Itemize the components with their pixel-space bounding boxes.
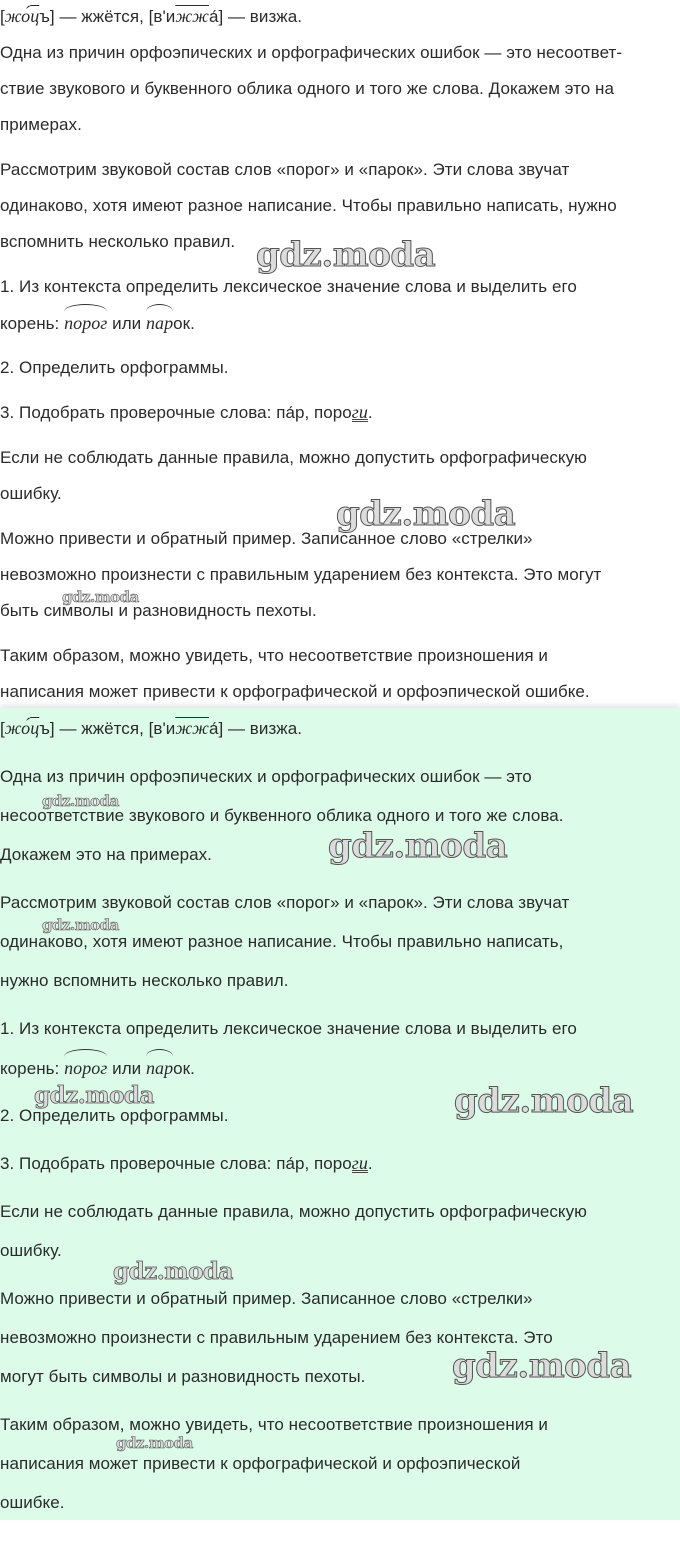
paragraph-line: быть символы и разновидность пехоты. (0, 601, 317, 620)
spelling-mark: ги (351, 402, 368, 422)
watermark: gdz.moda (42, 792, 119, 810)
root-mark: пар (145, 313, 174, 333)
root-mark: порог (64, 313, 108, 333)
paragraph-line: Одна из причин орфоэпических и орфографических ошибок — это несоответ- (0, 43, 623, 62)
paragraph-line: ствие звукового и буквенного облика одного и того же слова. Докажем это на (0, 79, 614, 98)
watermark: gdz.moda (452, 1346, 632, 1386)
watermark: gdz.moda (113, 1258, 233, 1285)
watermark: gdz.moda (62, 588, 139, 606)
watermark: gdz.moda (336, 494, 516, 534)
answer-block-2 (0, 708, 680, 1520)
paragraph-line: написания может привести к орфографической и орфоэпической ошибке. (0, 682, 590, 701)
paragraph-line: одинаково, хотя имеют разное написание. Чтобы правильно написать, (0, 932, 564, 951)
paragraph-line: могут быть символы и разновидность пехоты. (0, 1367, 366, 1386)
phonetic-transcription: [жо́цъ] — жжётся, [в'ижжа́] — визжа. (0, 718, 302, 738)
paragraph-line: Таким образом, можно увидеть, что несоответствие произношения и (0, 646, 548, 665)
watermark: gdz.moda (34, 1082, 154, 1109)
paragraph-line: Докажем это на примерах. (0, 845, 212, 864)
paragraph-line: нужно вспомнить несколько правил. (0, 971, 289, 990)
paragraph-line: Таким образом, можно увидеть, что несоответствие произношения и (0, 1415, 548, 1434)
paragraph-line: Рассмотрим звуковой состав слов «порог» и «парок». Эти слова звучат (0, 893, 570, 912)
phonetic-transcription: [жо́цъ] — жжётся, [в'ижжа́] — визжа. (0, 6, 302, 26)
rule-1-line: 1. Из контекста определить лексическое значение слова и выделить его (0, 277, 577, 296)
paragraph-line: вспомнить несколько правил. (0, 232, 236, 251)
paragraph-line: Если не соблюдать данные правила, можно допустить орфографическую (0, 1202, 587, 1221)
rule-1-roots: корень: порог или парок. (0, 313, 195, 333)
spelling-mark: ги (351, 1153, 368, 1173)
rule-2-line: 2. Определить орфограммы. (0, 1106, 229, 1125)
root-mark: порог (64, 1058, 108, 1078)
paragraph-line: написания может привести к орфографической и орфоэпической (0, 1454, 521, 1473)
rule-3-line: 3. Подобрать проверочные слова: па́р, пороги. (0, 402, 373, 422)
paragraph-line: Если не соблюдать данные правила, можно допустить орфографическую (0, 448, 587, 467)
paragraph-line: Можно привести и обратный пример. Записанное слово «стрелки» (0, 1289, 533, 1308)
paragraph-line: одинаково, хотя имеют разное написание. Чтобы правильно написать, нужно (0, 196, 617, 215)
watermark: gdz.moda (256, 235, 436, 275)
watermark: gdz.moda (116, 1434, 193, 1452)
rule-1-roots: корень: порог или парок. (0, 1058, 195, 1078)
rule-1-line: 1. Из контекста определить лексическое значение слова и выделить его (0, 1019, 577, 1038)
answer-block-1 (0, 0, 680, 706)
paragraph-line: невозможно произнести с правильным ударением без контекста. Это могут (0, 565, 602, 584)
watermark: gdz.moda (42, 916, 119, 934)
paragraph-line: ошибку. (0, 484, 62, 503)
watermark: gdz.moda (454, 1081, 634, 1121)
rule-3-line: 3. Подобрать проверочные слова: па́р, пороги. (0, 1153, 373, 1173)
paragraph-line: примерах. (0, 115, 82, 134)
paragraph-line: невозможно произнести с правильным ударением без контекста. Это (0, 1328, 553, 1347)
watermark: gdz.moda (328, 826, 508, 866)
paragraph-line: несоответствие звукового и буквенного облика одного и того же слова. (0, 806, 564, 825)
paragraph-line: Можно привести и обратный пример. Записанное слово «стрелки» (0, 529, 533, 548)
rule-2-line: 2. Определить орфограммы. (0, 358, 229, 377)
paragraph-line: Рассмотрим звуковой состав слов «порог» и «парок». Эти слова звучат (0, 160, 570, 179)
root-mark: пар (145, 1058, 174, 1078)
paragraph-line: Одна из причин орфоэпических и орфографических ошибок — это (0, 767, 532, 786)
paragraph-line: ошибке. (0, 1493, 65, 1512)
paragraph-line: ошибку. (0, 1241, 62, 1260)
